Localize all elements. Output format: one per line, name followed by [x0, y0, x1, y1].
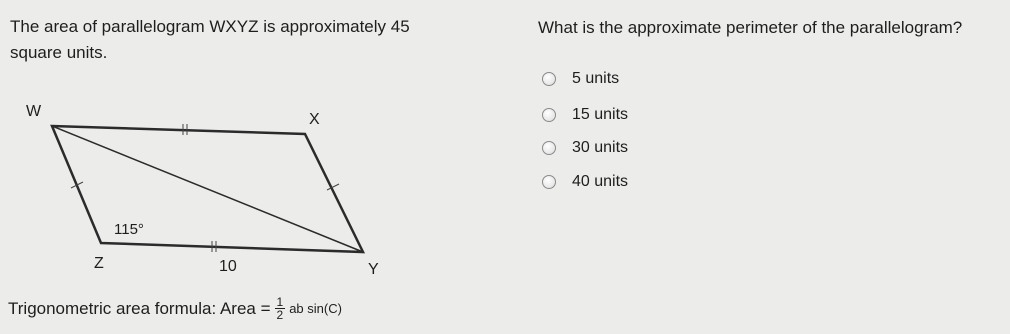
parallelogram-figure [0, 0, 420, 290]
radio-button[interactable] [542, 175, 556, 189]
option-40-units[interactable] [542, 171, 628, 193]
vertex-label-z: Z [94, 255, 104, 272]
option-label: 5 units [572, 70, 620, 87]
fraction-numerator: 1 [276, 295, 284, 309]
side-length-label: 10 [219, 258, 237, 275]
option-5-units[interactable] [542, 68, 619, 90]
radio-button[interactable] [542, 108, 556, 122]
formula-tail: ab sin(C) [289, 301, 342, 316]
option-15-units[interactable] [542, 104, 628, 126]
formula-prefix: Trigonometric area formula: Area = [8, 298, 271, 318]
question-text: What is the approximate perimeter of the parallelogram? [538, 18, 963, 37]
vertex-label-w: W [26, 103, 42, 120]
angle-label-z: 115° [114, 221, 144, 238]
option-label: 40 units [572, 173, 629, 190]
option-label: 15 units [572, 106, 629, 123]
fraction-denominator: 2 [276, 308, 284, 322]
vertex-label-x: X [309, 111, 320, 128]
fraction-one-half [275, 296, 286, 321]
diagonal-wy [52, 126, 363, 252]
problem-text-line-2: square units. [10, 43, 108, 62]
problem-text-line-1: The area of parallelogram WXYZ is approximately 45 [10, 17, 410, 36]
option-label: 30 units [572, 139, 629, 156]
radio-button[interactable] [542, 72, 556, 86]
radio-button[interactable] [542, 141, 556, 155]
area-formula [8, 296, 342, 321]
vertex-label-y: Y [368, 261, 379, 278]
option-30-units[interactable] [542, 137, 628, 159]
